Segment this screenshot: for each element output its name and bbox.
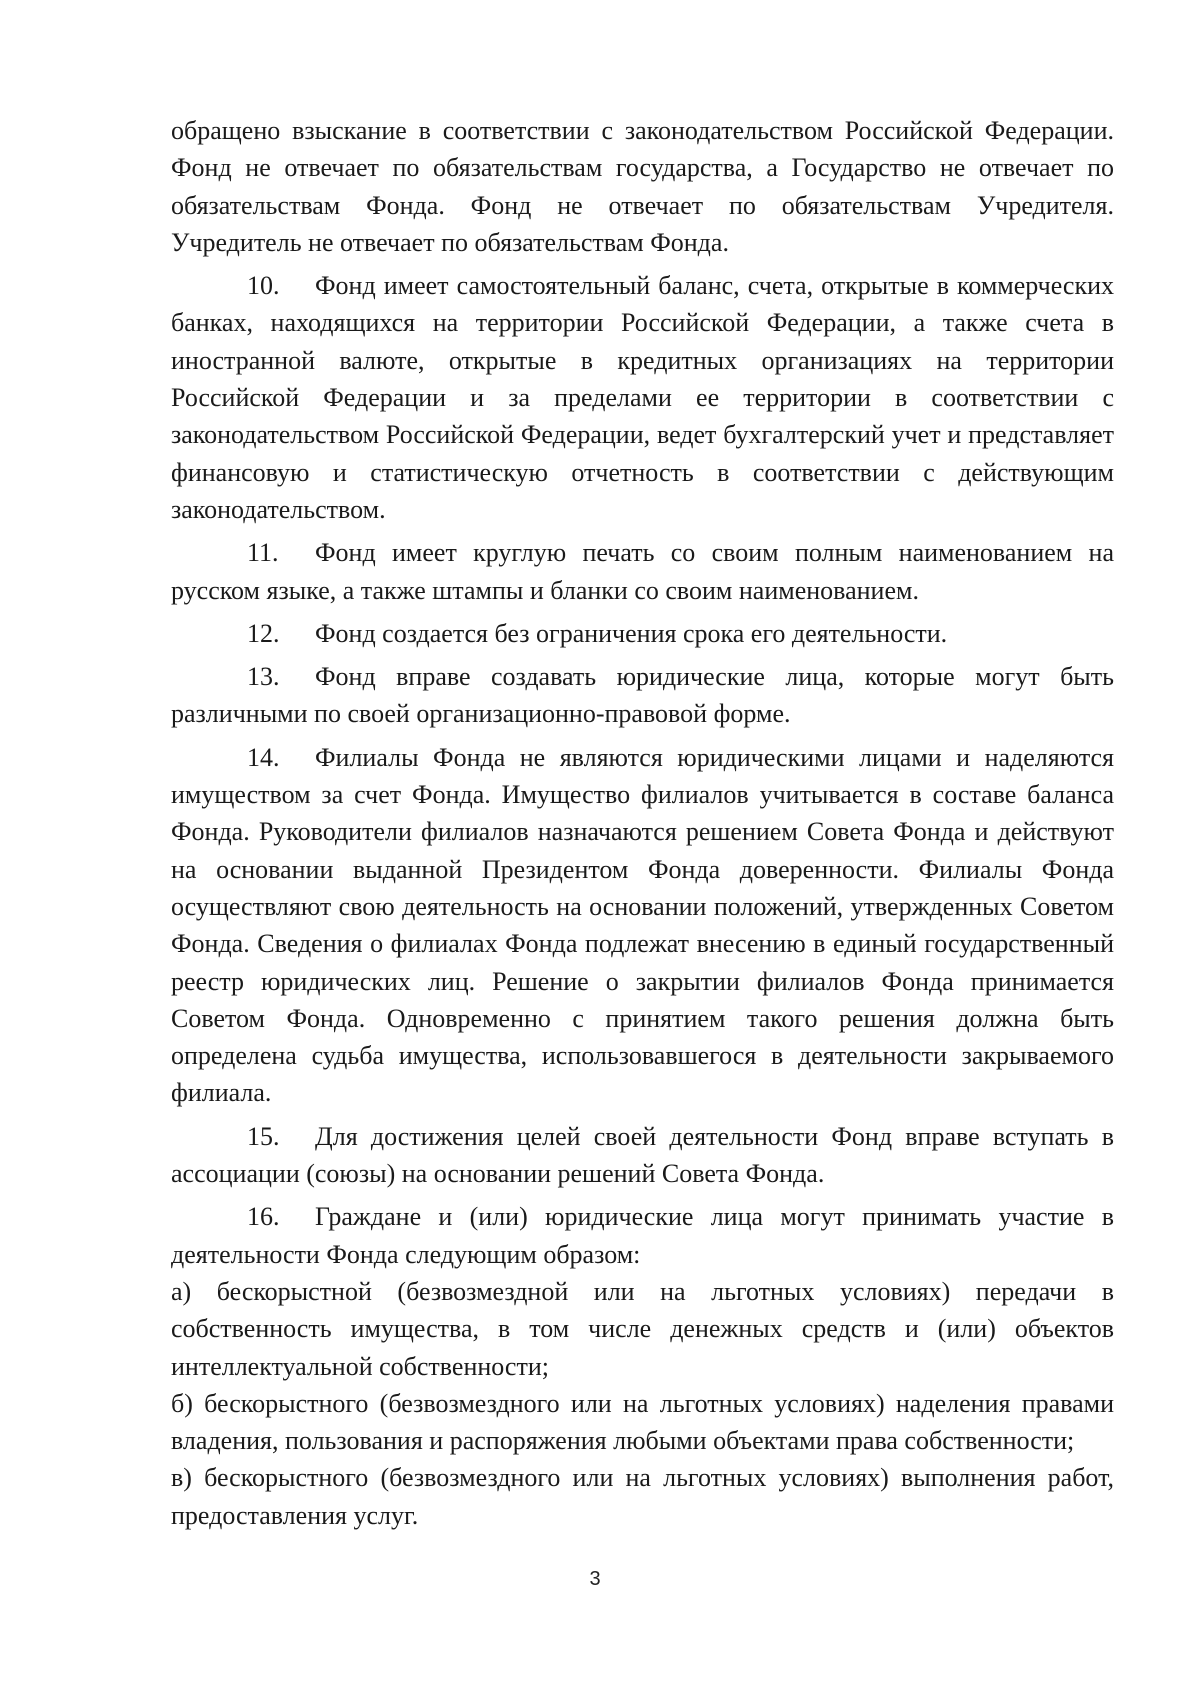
page-number: 3 (589, 1568, 601, 1590)
clause-14 (171, 739, 1114, 1112)
clause-text: Фонд имеет самостоятельный баланс, счета, открытые в коммерческих банках, находящихся на территории Российской Федерации, а также счета в иностранной валюте, открытые в кредитных организациях на территории Российской Федерации и за пределами ее территории в соответствии с законодательством Российской Федерации, ведет бухгалтерский учет и представляет финансовую и статистическую отчетность в соответствии с действующим законодательством. (171, 271, 1114, 524)
list-item-a: а) бескорыстной (безвозмездной или на льготных условиях) передачи в собственность имущества, в том числе денежных средств и (или) объектов интеллектуальной собственности; (171, 1276, 1114, 1381)
clause-text: Фонд имеет круглую печать со своим полным наименованием на русском языке, а также штампы и бланки со своим наименованием. (171, 538, 1114, 605)
clause-number: 14. (247, 742, 280, 772)
list-item-b: б) бескорыстного (безвозмездного или на льготных условиях) наделения правами владения, пользования и распоряжения любыми объектами права собственности; (171, 1388, 1114, 1456)
clause-text: Граждане и (или) юридические лица могут принимать участие в деятельности Фонда следующим образом: (171, 1202, 1114, 1269)
clause-text: Для достижения целей своей деятельности Фонд вправе вступать в ассоциации (союзы) на основании решений Совета Фонда. (171, 1121, 1114, 1189)
clause-16 (171, 1198, 1114, 1273)
clause-15 (171, 1118, 1114, 1193)
clause-text: Филиалы Фонда не являются юридическими лицами и наделяются имуществом за счет Фонда. Имущество филиалов учитывается в составе баланса Фонда. Руководители филиалов назначаются решением Совета Фонда и действуют на основании выданной Президентом Фонда доверенности. Филиалы Фонда осуществляют свою деятельность на основании положений, утвержденных Советом Фонда. Сведения о филиалах Фонда подлежат внесению в единый государственный реестр юридических лиц. Решение о закрытии филиалов Фонда принимается Советом Фонда. Одновременно с принятием такого решения должна быть определена судьба имущества, использовавшегося в деятельности закрываемого филиала. (171, 742, 1114, 1108)
clause-text: Фонд вправе создавать юридические лица, которые могут быть различными по своей организационно-правовой форме. (171, 662, 1114, 729)
clause-number: 13. (247, 662, 280, 692)
clause-number: 11. (247, 538, 279, 568)
clause-number: 12. (247, 618, 280, 648)
intro-paragraph: обращено взыскание в соответствии с законодательством Российской Федерации. Фонд не отвечает по обязательствам государства, а Государство не отвечает по обязательствам Фонда. Фонд не отвечает по обязательствам Учредителя. Учредитель не отвечает по обязательствам Фонда. (171, 116, 1114, 257)
clause-11 (171, 534, 1114, 609)
clause-10 (171, 267, 1114, 528)
clause-number: 10. (247, 271, 280, 301)
clause-text: Фонд создается без ограничения срока его деятельности. (315, 618, 948, 648)
list-item-c: в) бескорыстного (безвозмездного или на льготных условиях) выполнения работ, предоставления услуг. (171, 1463, 1114, 1530)
clause-13 (171, 658, 1114, 733)
clause-number: 16. (247, 1202, 280, 1232)
document-body (171, 112, 1114, 1540)
clause-12 (171, 615, 1114, 652)
clause-number: 15. (247, 1121, 280, 1151)
